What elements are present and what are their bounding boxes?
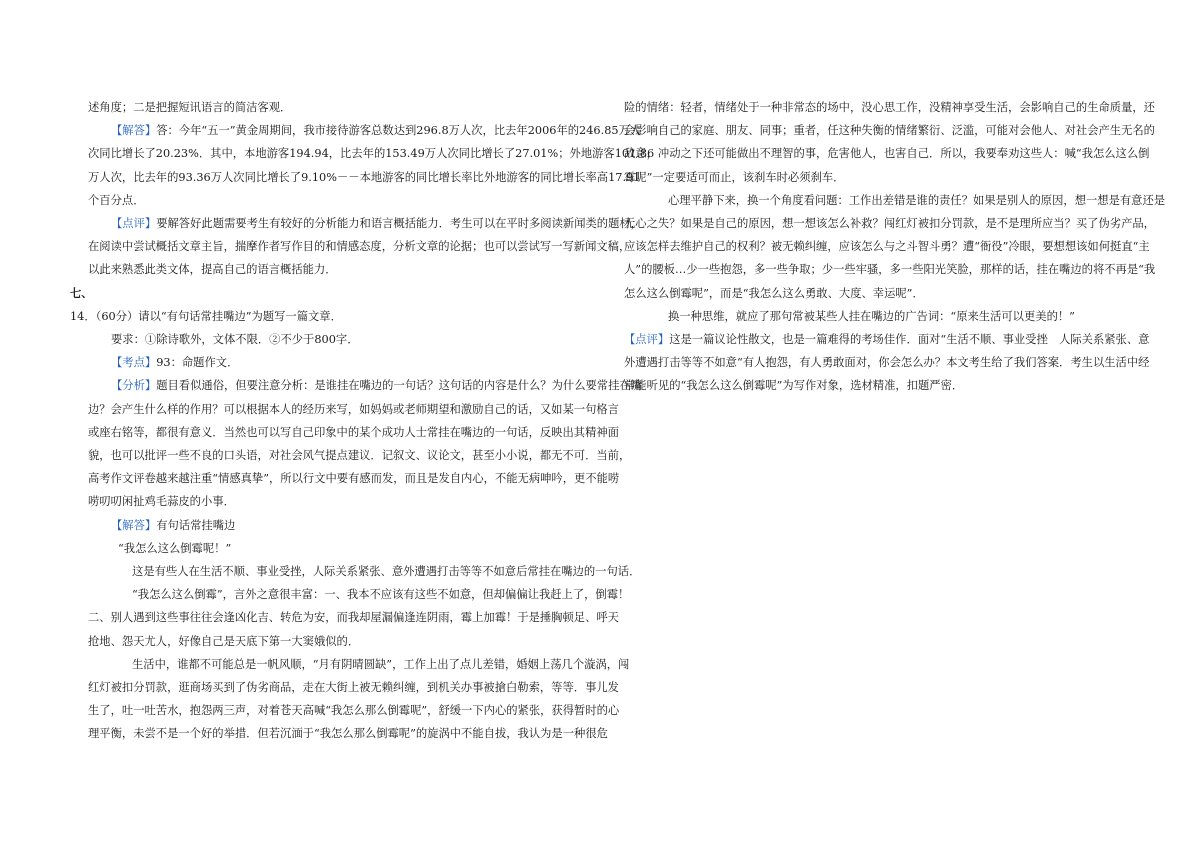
section-heading: 七、 xyxy=(70,285,93,300)
text-line: 唠叨叨闲扯鸡毛蒜皮的小事． xyxy=(88,495,235,509)
essay-line: 理平衡，未尝不是一个好的举措．但若沉湎于“我怎么那么倒霉呢”的旋涡中不能自拔，我认为是一种很危 xyxy=(88,727,608,741)
essay-line: 会影响自己的家庭、朋友、同事；重者，任这种失衡的情绪繁衍、泛滥，可能对会他人、对社会产生无名的 xyxy=(624,124,1155,138)
essay-line: 生活中，谁都不可能总是一帆风顺，“月有阴晴圆缺”，工作上出了点儿差错，婚姻上荡几个漩涡，闯 xyxy=(132,657,630,671)
essay-line: 霉呢”一定要适可而止，该刹车时必须刹车． xyxy=(624,170,845,184)
text-line: 或座右铭等，都很有意义．当然也可以写自己印象中的某个成功人士常挂在嘴边的一句话，反映出其精神面 xyxy=(88,425,619,439)
essay-title: “我怎么这么倒霉呢！” xyxy=(118,541,232,555)
answer-line: 【解答】有句话常挂嘴边 xyxy=(111,518,236,532)
essay-line: 换一种思维，就应了那句常被某些人挂在嘴边的广告词：“原来生活可以更美的！” xyxy=(668,309,1075,323)
text-line: 个百分点． xyxy=(88,193,145,207)
text-line: 貌，也可以批评一些不良的口头语，对社会风气提点建议．记叙文、议论文，甚至小小说，都无不可．当前， xyxy=(88,449,631,463)
essay-line: 抢地、怨天尤人，好像自己是天底下第一大窦娥似的． xyxy=(88,634,360,648)
essay-line: 敌意，冲动之下还可能做出不理智的事，危害他人，也害自己．所以，我要奉劝这些人：喊“我怎么这么倒 xyxy=(624,147,1150,161)
essay-line: 怎么这么倒霉呢”，而是“我怎么这么勇敢、大度、幸运呢”． xyxy=(624,286,924,300)
essay-line: 人”的腰板…少一些抱怨，多一些争取；少一些牢骚，多一些阳光笑脸，那样的话，挂在嘴边的将不再是“我 xyxy=(624,263,1156,277)
analysis-tag: 【分析】 xyxy=(111,379,157,393)
text-line: 以此来熟悉此类文体，提高自己的语言概括能力． xyxy=(88,263,337,277)
essay-line: 生了，吐一吐苦水，抱怨两三声，对着苍天高喊“我怎么那么倒霉呢”，舒缓一下内心的紧张，获得暂时的心 xyxy=(88,704,620,718)
essay-line: 二、别人遇到这些事往往会逢凶化吉、转危为安，而我却屋漏偏逢连阴雨，霉上加霉！于是捶胸顿足、呼天 xyxy=(88,611,619,625)
comment-line: 【点评】这是一篇议论性散文，也是一篇难得的考场佳作．面对“生活不顺、事业受挫 人际关系紧张、意 xyxy=(624,333,1150,347)
requirements: 要求：①除诗歌外，文体不限．②不少于800字． xyxy=(111,333,359,347)
answer-line: 【解答】答：今年“五一”黄金周期间，我市接待游客总数达到296.8万人次，比去年2006年的246.85万人 xyxy=(111,124,642,138)
essay-line: 心理平静下来，换一个角度看问题：工作出差错是谁的责任？如果是别人的原因，想一想是有意还是 xyxy=(668,193,1166,207)
text-line: 在阅读中尝试概括文章主旨，揣摩作者写作目的和情感态度，分析文章的论据；也可以尝试写一写新闻文稿， xyxy=(88,240,631,254)
essay-line: 这是有些人在生活不顺、事业受挫，人际关系紧张、意外遭遇打击等等不如意后常挂在嘴边的一句话． xyxy=(132,565,641,579)
essay-line: 险的情绪：轻者，情绪处于一种非常态的场中，没心思工作，没精神享受生活，会影响自己的生命质量，还 xyxy=(624,101,1155,114)
question-title: 14．（60分）请以“有句话常挂嘴边”为题写一篇文章． xyxy=(70,309,342,323)
essay-line: 红灯被扣分罚款，逛商场买到了伪劣商品，走在大街上被无赖纠缠，到机关办事被搶白勒索，等等．事儿发 xyxy=(88,681,619,695)
right-column xyxy=(624,96,1166,398)
comment-tag: 【点评】 xyxy=(624,333,670,347)
comment-tag: 【点评】 xyxy=(111,217,157,231)
answer-tag: 【解答】 xyxy=(111,124,157,138)
text-line: 常能听见的“我怎么这么倒霉呢”为写作对象，选材精准，扣题严密． xyxy=(624,379,964,393)
answer-tag: 【解答】 xyxy=(111,518,157,532)
essay-line: 应该怎样去维护自己的权利？被无赖纠缠，应该怎么与之斗智斗勇？遭“衙役”冷眼，要想想该如何挺直“主 xyxy=(624,240,1150,254)
text-line: 高考作文评卷越来越注重“情感真挚”，所以行文中要有感而发，而且是发自内心，不能无病呻吟，更不能唠 xyxy=(88,472,620,486)
text-line: 外遭遇打击等等不如意“有人抱怨，有人勇敢面对，你会怎么办？本文考生给了我们答案．考生以生活中经 xyxy=(624,356,1150,370)
comment-line: 【点评】要解答好此题需要考生有较好的分析能力和语言概括能力．考生可以在平时多阅读新闻类的题材， xyxy=(111,217,642,231)
text-line: 述角度；二是把握短讯语言的简洁客观． xyxy=(88,101,292,114)
left-column xyxy=(70,96,655,746)
essay-line: 无心之失？如果是自己的原因，想一想该怎么补救？闯红灯被扣分罚款，是不是理所应当？买了伪劣产品， xyxy=(624,217,1155,231)
topic-line: 【考点】93：命题作文． xyxy=(111,356,239,370)
text-line: 边？会产生什么样的作用？可以根据本人的经历来写，如妈妈或老师期望和激励自己的话，又如某一句格言 xyxy=(88,402,619,416)
text-line: 次同比增长了20.23%．其中，本地游客194.94，比去年的153.49万人次同比增长了27.01%；外地游客101.86 xyxy=(88,147,655,161)
text-line: 万人次，比去年的93.36万人次同比增长了9.10%－－本地游客的同比增长率比外地游客的同比增长率高17.91 xyxy=(88,170,641,184)
analysis-line: 【分析】题目看似通俗，但要注意分析：是谁挂在嘴边的一句话？这句话的内容是什么？为什么要常挂在嘴 xyxy=(111,379,642,393)
topic-tag: 【考点】 xyxy=(111,356,157,370)
essay-line: “我怎么这么倒霉”，言外之意很丰富：一、我本不应该有这些不如意，但却偏偏让我赶上了，倒霉！ xyxy=(132,588,630,602)
